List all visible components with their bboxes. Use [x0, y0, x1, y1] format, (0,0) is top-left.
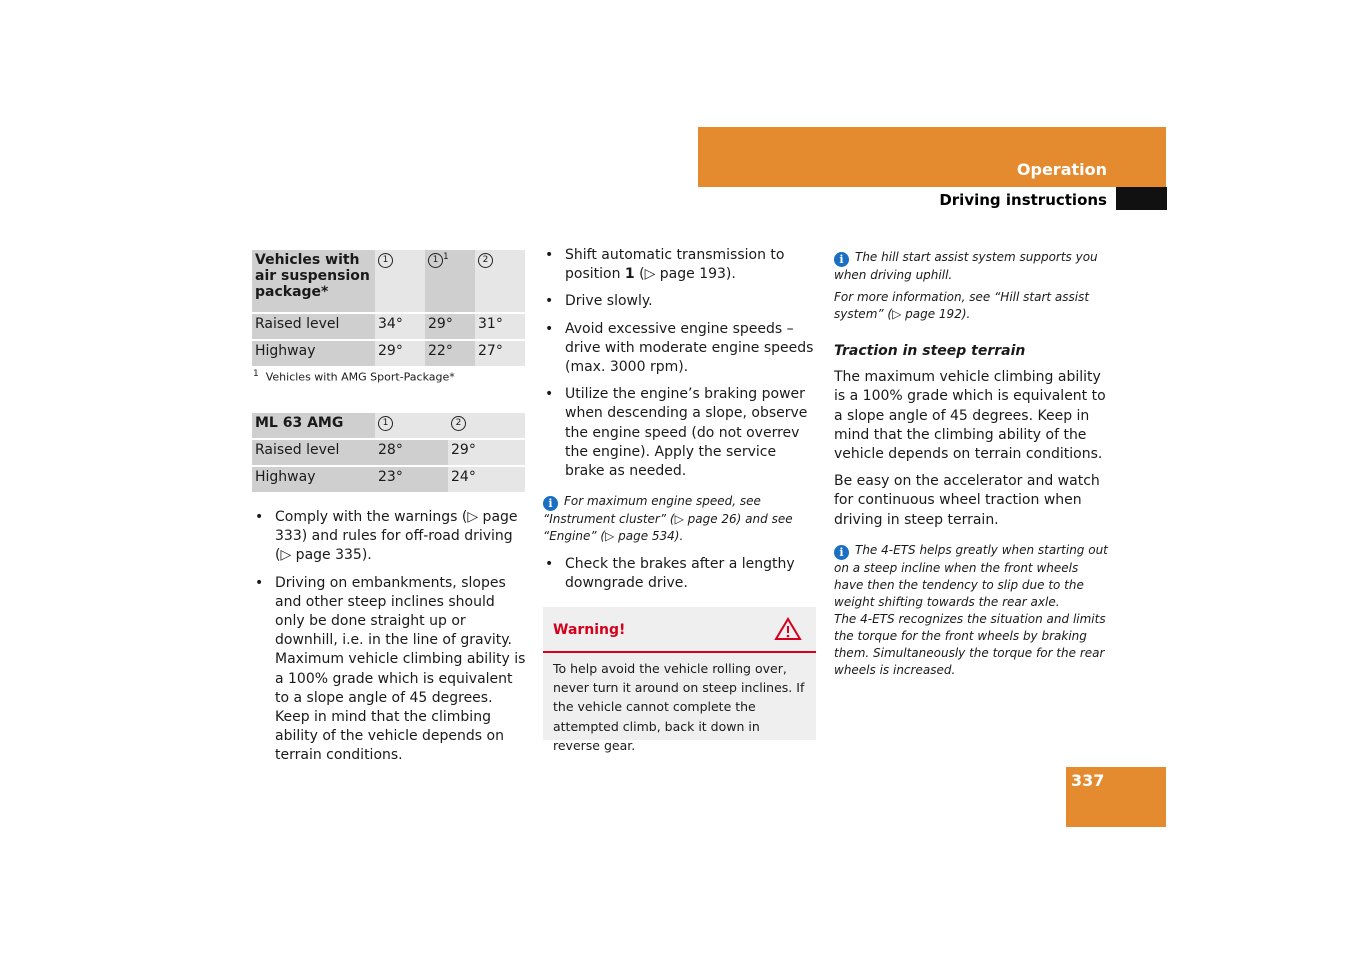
climbing-angle-table-ml63: [252, 413, 525, 494]
table-header-label: ML 63 AMG: [252, 413, 375, 439]
middle-column: [543, 246, 818, 602]
circled-number: 1: [378, 416, 393, 431]
row-label: Highway: [252, 340, 375, 367]
table-header-col: [375, 413, 448, 439]
list-item-text: (▷ page 193).: [634, 266, 736, 283]
list-item-text: Drive slowly.: [565, 293, 653, 310]
footnote-text: Vehicles with AMG Sport-Package*: [265, 370, 455, 384]
list-item: • Utilize the engine’s braking power when descending a slope, observe the engine speed (do not overrev the engine). Apply the service brake as needed.: [545, 386, 808, 480]
note-text: The hill start assist system supports you when driving uphill.: [834, 250, 1098, 282]
list-item-text: Avoid excessive engine speeds – drive with moderate engine speeds (max. 3000 rpm).: [565, 320, 814, 376]
subsection-title: Driving instructions: [939, 191, 1107, 209]
page-number: 337: [1071, 771, 1105, 790]
list-item: • Driving on embankments, slopes and other steep inclines should only be done straight up or downhill, i.e. in the line of gravity. Maximum vehicle climbing ability is a 100% grade which is equivalent to a slope angle of 45 degrees. Keep in mind that the climbing ability of the vehicle depends on terrain conditions.: [255, 574, 526, 764]
footnote-mark: 1: [253, 369, 259, 379]
warning-text: To help avoid the vehicle rolling over, never turn it around on steep inclines. If the vehicle cannot complete the attempted climb, back it down in reverse gear.: [553, 661, 805, 753]
note-text: For maximum engine speed, see “Instrument cluster” (▷ page 26) and see “Engine” (▷ page 534).: [543, 494, 793, 544]
table-header-col: [375, 250, 425, 313]
table-cell: 28°: [375, 439, 448, 466]
table-cell: 22°: [425, 340, 475, 367]
table-header-col: [448, 413, 525, 439]
note-text: For more information, see “Hill start assist system” (▷ page 192).: [834, 290, 1090, 321]
table-row: [252, 313, 525, 340]
warning-triangle-icon: [774, 617, 802, 641]
table-header-row: [252, 250, 525, 313]
list-item-text: Shift automatic transmission to position: [565, 247, 785, 283]
paragraph: Be easy on the accelerator and watch for continuous wheel traction when driving in steep terrain.: [834, 473, 1100, 528]
table-row: [252, 466, 525, 493]
table-cell: 34°: [375, 313, 425, 340]
warning-box: [543, 607, 816, 753]
list-item-text: Utilize the engine’s braking power when descending a slope, observe the engine speed (do not overrev the engine). Apply the service brake as needed.: [565, 386, 808, 480]
circled-number: 2: [451, 416, 466, 431]
list-item: • Drive slowly.: [545, 293, 653, 310]
note-text: The 4-ETS helps greatly when starting out on a steep incline when the front wheels have then the tendency to slip due to the weight shifting towards the rear axle.: [834, 542, 1108, 609]
position-label: 1: [624, 266, 635, 283]
table-cell: 24°: [448, 466, 525, 493]
circled-number: 1: [428, 253, 443, 268]
table-header-col: [475, 250, 525, 313]
circled-number: 2: [478, 253, 493, 268]
table-header-col: [425, 250, 475, 313]
list-item: • Shift automatic transmission to position 1 (▷ page 193).: [545, 247, 785, 283]
list-item-text: Check the brakes after a lengthy downgrade drive.: [565, 556, 795, 592]
right-column: [834, 249, 1108, 687]
footnote: [253, 369, 455, 384]
list-item: • Check the brakes after a lengthy downgrade drive.: [545, 556, 795, 592]
climbing-angle-table-air-suspension: [252, 250, 525, 368]
table-row: [252, 340, 525, 367]
info-note: [834, 542, 1108, 611]
info-icon: i: [834, 252, 849, 267]
list-item: • Comply with the warnings (▷ page 333) and rules for off-road driving (▷ page 335).: [255, 509, 518, 564]
table-cell: 29°: [425, 313, 475, 340]
list-item-text: Driving on embankments, slopes and other steep inclines should only be done straight up or downhill, i.e. in the line of gravity. Maximum vehicle climbing ability is a 100% grade which is equivalent to a slope angle of 45 degrees. Keep in mind that the climbing ability of the vehicle depends on terrain conditions.: [275, 574, 526, 764]
circled-number: 1: [378, 253, 393, 268]
table-cell: 29°: [375, 340, 425, 367]
row-label: Raised level: [252, 439, 375, 466]
table-cell: 29°: [448, 439, 525, 466]
warning-title: Warning!: [553, 622, 626, 638]
row-label: Highway: [252, 466, 375, 493]
row-label: Raised level: [252, 313, 375, 340]
table-cell: 23°: [375, 466, 448, 493]
section-heading: Traction in steep terrain: [834, 343, 1026, 359]
table-header-row: [252, 413, 525, 439]
footnote-mark: 1: [443, 252, 449, 262]
warning-header: [543, 607, 816, 653]
table-row: [252, 439, 525, 466]
info-icon: i: [834, 545, 849, 560]
info-note: [543, 493, 818, 545]
table-cell: 27°: [475, 340, 525, 367]
table-header-label: Vehicles with air suspension package*: [252, 250, 375, 313]
paragraph: The maximum vehicle climbing ability is a 100% grade which is equivalent to a slope angle of 45 degrees. Keep in mind that the climbing ability of the vehicle depends on terrain conditions.: [834, 369, 1106, 463]
note-text: The 4-ETS recognizes the situation and limits the torque for the front wheels by braking them. Simultaneously the torque for the rear wheels is increased.: [834, 611, 1106, 677]
info-note: [834, 249, 1108, 284]
section-tab-marker: [1116, 187, 1167, 210]
table-cell: 31°: [475, 313, 525, 340]
info-icon: i: [543, 496, 558, 511]
section-title: Operation: [1016, 160, 1107, 179]
left-column: [253, 508, 528, 774]
list-item-text: Comply with the warnings (▷ page 333) and rules for off-road driving (▷ page 335).: [275, 509, 518, 564]
list-item: • Avoid excessive engine speeds – drive with moderate engine speeds (max. 3000 rpm).: [545, 320, 814, 376]
